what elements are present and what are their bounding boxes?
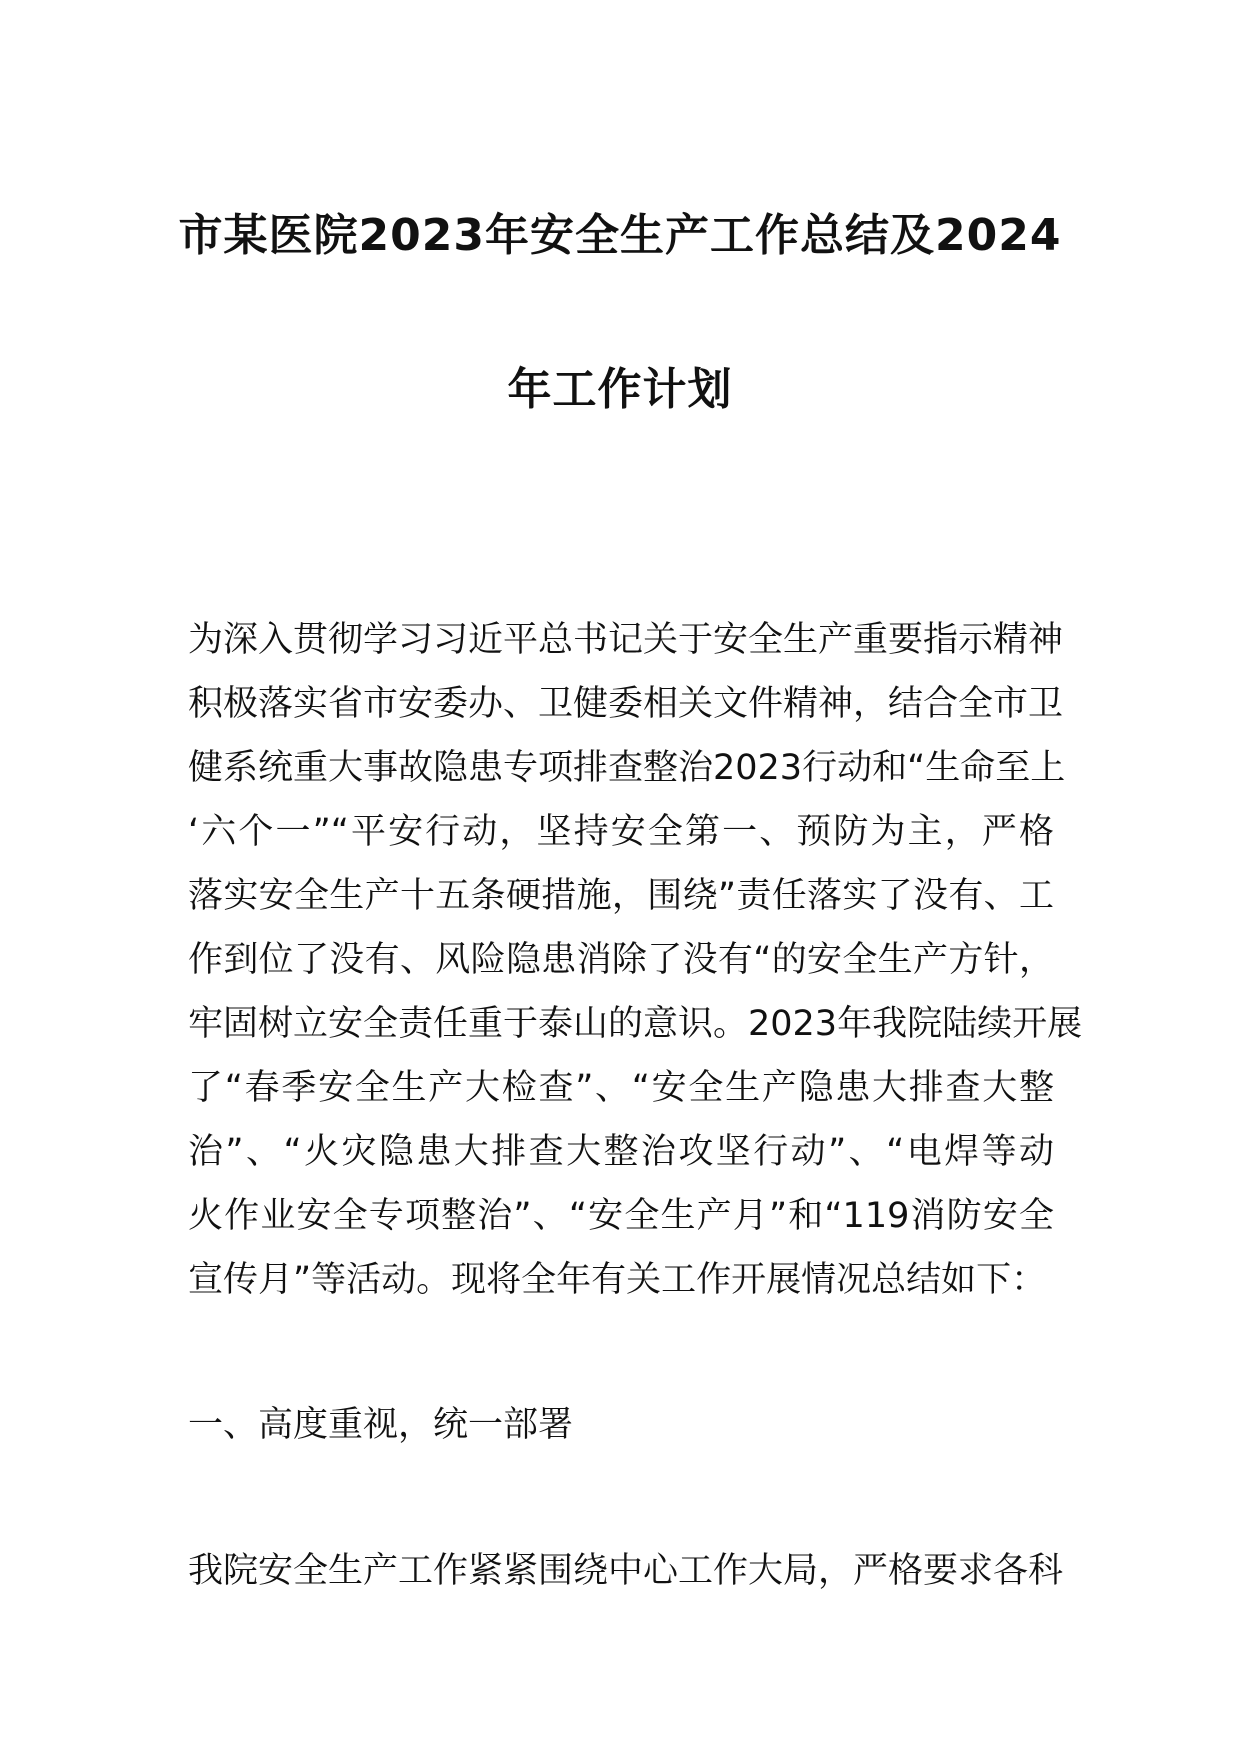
intro-line-7: 牢固树立安全责任重于泰山的意识。2023年我院陆续开展: [188, 1004, 1083, 1044]
intro-line-4: ‘六个一”“平安行动，坚持安全第一、预防为主，严格: [188, 812, 1054, 852]
intro-line-3: 健系统重大事故隐患专项排查整治2023行动和“生命至上: [188, 748, 1066, 788]
intro-line-8: 了“春季安全生产大检查”、“安全生产隐患大排查大整: [188, 1068, 1054, 1108]
intro-line-9: 治”、“火灾隐患大排查大整治攻坚行动”、“电焊等动: [188, 1132, 1054, 1172]
intro-line-1: 为深入贯彻学习习近平总书记关于安全生产重要指示精神: [188, 620, 1064, 660]
intro-line-6: 作到位了没有、风险隐患消除了没有“的安全生产方针，: [188, 940, 1054, 980]
section-heading: 一、高度重视，统一部署: [188, 1405, 574, 1445]
document-title-line-1: 市某医院2023年安全生产工作总结及2024: [178, 210, 1062, 261]
intro-line-2: 积极落实省市安委办、卫健委相关文件精神，结合全市卫: [188, 684, 1064, 724]
document-title-line-2: 年工作计划: [507, 364, 733, 415]
intro-line-11: 宣传月”等活动。现将全年有关工作开展情况总结如下：: [188, 1260, 1047, 1300]
intro-line-5: 落实安全生产十五条硬措施，围绕”责任落实了没有、工: [188, 876, 1054, 916]
section-paragraph-line-1: 我院安全生产工作紧紧围绕中心工作大局，严格要求各科: [188, 1551, 1064, 1591]
intro-line-10: 火作业安全专项整治”、“安全生产月”和“119消防安全: [188, 1196, 1054, 1236]
